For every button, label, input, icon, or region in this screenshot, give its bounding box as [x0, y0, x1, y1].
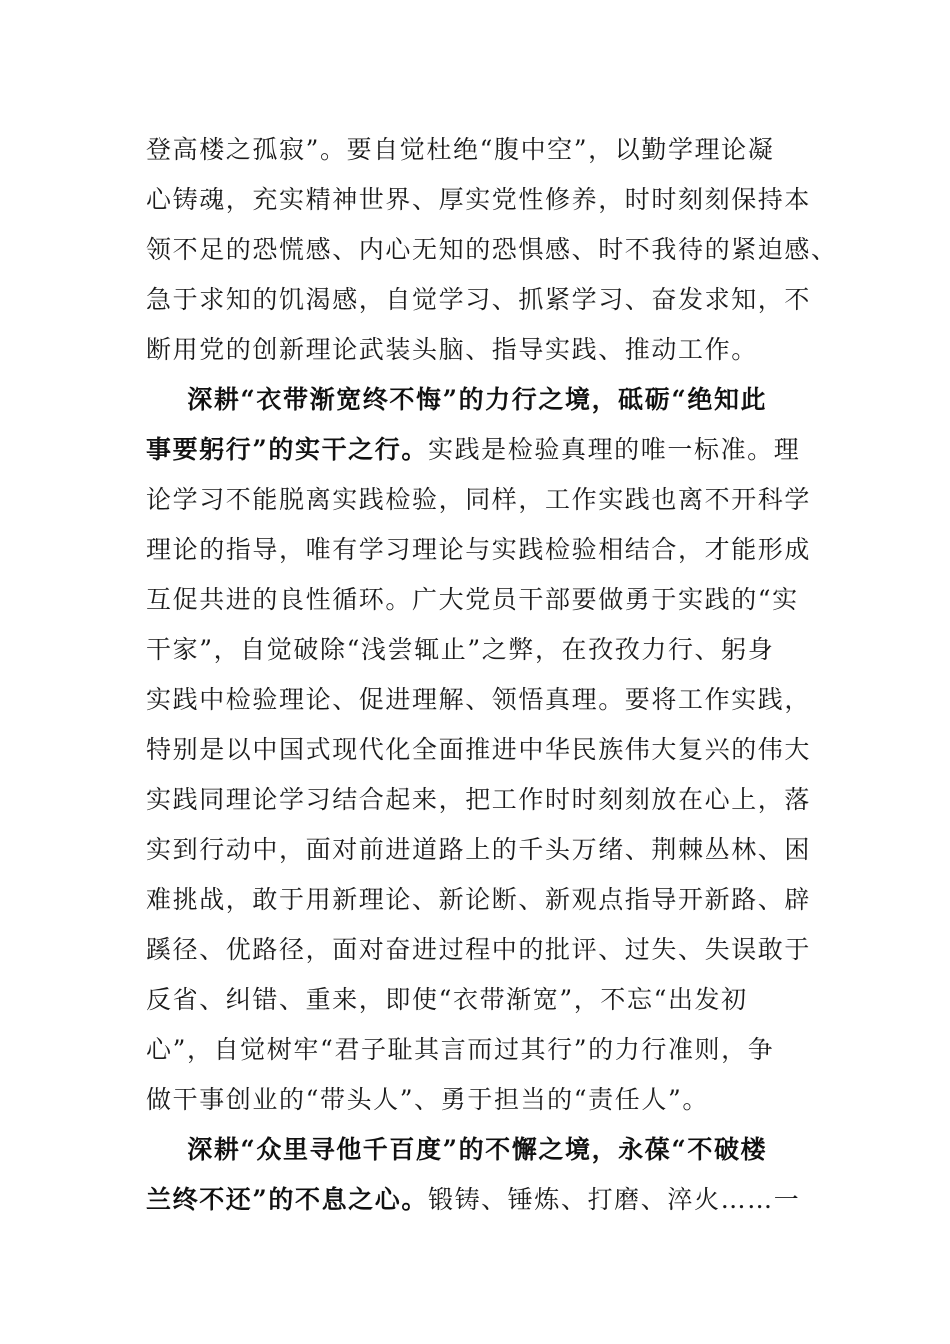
text-line: [146, 1175, 801, 1225]
text-line: [146, 1025, 786, 1075]
text-line: [146, 175, 812, 225]
text-line: [146, 575, 799, 625]
text-line: [146, 925, 812, 975]
body-text-segment: 做干事创业的“带头人”、勇于担当的“责任人”。: [146, 1085, 709, 1114]
body-text-segment: 互促共进的良性循环。广大党员干部要做勇于实践的“实: [146, 585, 799, 614]
text-line: [146, 875, 812, 925]
body-text-segment: 领不足的恐慌感、内心无知的恐惧感、时不我待的紧迫感、: [146, 235, 838, 264]
body-text-segment: 理论的指导，唯有学习理论与实践检验相结合，才能形成: [146, 535, 812, 564]
body-text-segment: 难挑战，敢于用新理论、新论断、新观点指导开新路、辟: [146, 885, 812, 914]
body-text-segment: 心”，自觉树牢“君子耻其言而过其行”的力行准则，争: [146, 1035, 775, 1064]
text-line: [146, 825, 812, 875]
text-line: [146, 225, 838, 275]
body-text-segment: 特别是以中国式现代化全面推进中华民族伟大复兴的伟大: [146, 735, 812, 764]
body-text-segment: 心铸魂，充实精神世界、厚实党性修养，时时刻刻保持本: [146, 185, 812, 214]
text-line: [146, 425, 801, 475]
text-line: [146, 275, 812, 325]
text-line: [146, 775, 812, 825]
text-line: [146, 525, 812, 575]
text-line: [146, 375, 786, 425]
bold-lead-text: 事要躬行”的实干之行。: [146, 435, 428, 464]
body-text: [146, 125, 838, 1225]
bold-lead-text: 兰终不还”的不息之心。: [146, 1185, 428, 1214]
body-text-segment: 实践是检验真理的唯一标准。理: [427, 435, 801, 464]
bold-lead-text: 深耕“衣带渐宽终不悔”的力行之境，砥砺“绝知此: [146, 385, 768, 414]
text-line: [146, 1125, 786, 1175]
body-text-segment: 锻铸、锤炼、打磨、淬火……一: [427, 1185, 801, 1214]
body-text-segment: 实践中检验理论、促进理解、领悟真理。要将工作实践，: [146, 685, 812, 714]
text-line: [146, 625, 786, 675]
text-line: [146, 675, 812, 725]
body-text-segment: 急于求知的饥渴感，自觉学习、抓紧学习、奋发求知，不: [146, 285, 812, 314]
text-line: [146, 725, 812, 775]
body-text-segment: 登高楼之孤寂”。要自觉杜绝“腹中空”，以勤学理论凝: [146, 135, 775, 164]
body-text-segment: 断用党的创新理论武装头脑、指导实践、推动工作。: [146, 335, 758, 364]
text-line: [146, 125, 786, 175]
text-line: [146, 1075, 786, 1125]
body-text-segment: 实践同理论学习结合起来，把工作时时刻刻放在心上，落: [146, 785, 812, 814]
body-text-segment: 反省、纠错、重来，即使“衣带渐宽”，不忘“出发初: [146, 985, 748, 1014]
body-text-segment: 实到行动中，面对前进道路上的千头万绪、荆棘丛林、困: [146, 835, 812, 864]
body-text-segment: 论学习不能脱离实践检验，同样，工作实践也离不开科学: [146, 485, 812, 514]
text-line: [146, 325, 786, 375]
body-text-segment: 蹊径、优路径，面对奋进过程中的批评、过失、失误敢于: [146, 935, 812, 964]
text-line: [146, 475, 812, 525]
bold-lead-text: 深耕“众里寻他千百度”的不懈之境，永葆“不破楼: [146, 1135, 768, 1164]
text-line: [146, 975, 786, 1025]
body-text-segment: 干家”，自觉破除“浅尝辄止”之弊，在孜孜力行、躬身: [146, 635, 775, 664]
